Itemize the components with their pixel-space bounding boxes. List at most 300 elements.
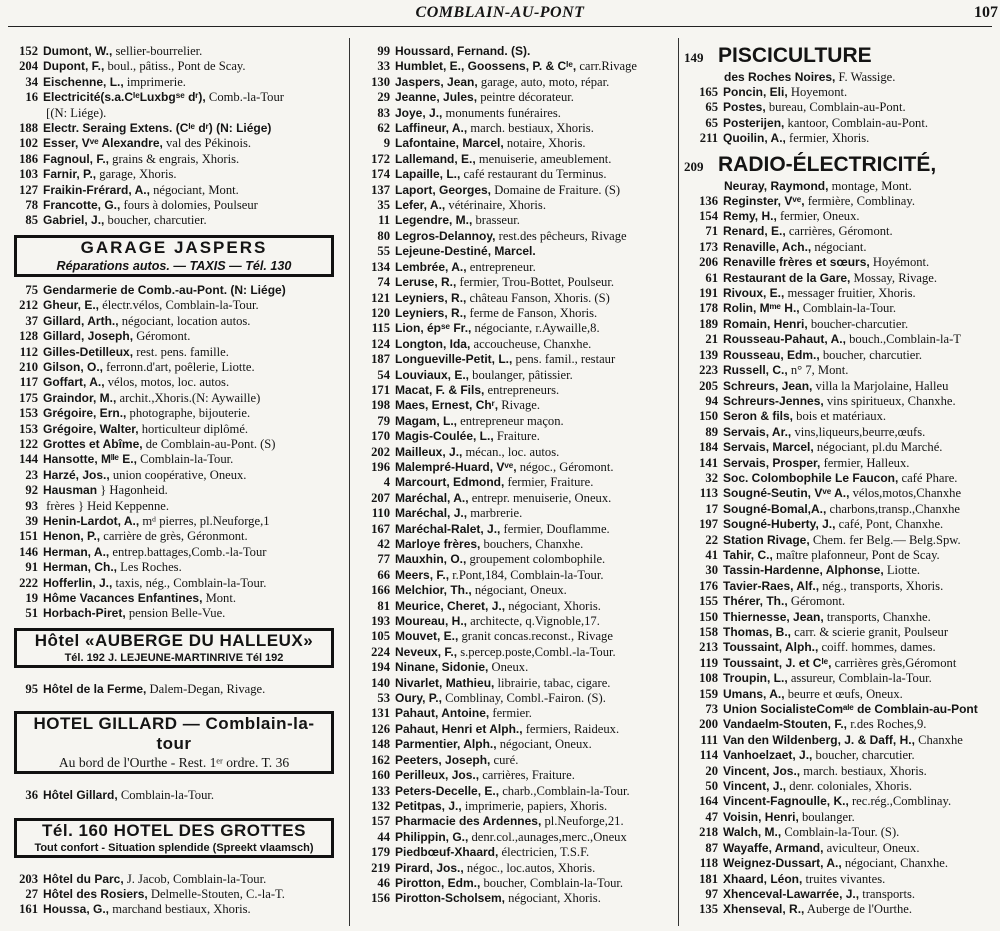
entry-detail: négociant, Mont. — [153, 182, 239, 197]
entry-detail: garage, Xhoris. — [99, 167, 177, 182]
entry-detail: fours à dolomies, Poulseur — [123, 198, 258, 213]
directory-entry — [684, 486, 996, 501]
phone-number: 124 — [371, 336, 390, 351]
entry-detail: vélos,motos,Chanxhe — [852, 486, 962, 501]
entry-detail: Liotte. — [886, 563, 921, 578]
phone-number: 113 — [699, 486, 718, 501]
phone-number: 181 — [699, 871, 718, 886]
directory-entry — [684, 194, 996, 209]
directory-entry — [356, 814, 672, 829]
entry-name: Herman, Ch., — [43, 560, 118, 575]
entry-detail: négociant. — [814, 239, 867, 254]
directory-entry — [684, 100, 996, 115]
entry-detail: Chem. fer Belg.— Belg.Spw. — [812, 532, 961, 547]
phone-number: 154 — [699, 209, 718, 224]
entry-name: Vandaelm-Stouten, F., — [723, 717, 848, 732]
phone-number: 213 — [699, 640, 718, 655]
entry-name: Sougné-Huberty, J., — [723, 517, 836, 532]
directory-entry — [4, 152, 342, 167]
entry-detail: groupement colombophile. — [469, 552, 606, 567]
entry-detail: boucher, Comblain-la-Tour. — [483, 875, 624, 890]
phone-number: 173 — [699, 239, 718, 254]
section-subline — [684, 179, 996, 194]
phone-number: 121 — [371, 290, 390, 305]
column-1 — [4, 44, 342, 924]
directory-entry — [684, 563, 996, 578]
entry-name: Rousseau-Pahaut, A., — [723, 332, 846, 347]
heading-text: RADIO-ÉLECTRICITÉ, — [718, 152, 937, 176]
phone-number: 21 — [705, 332, 718, 347]
entry-name: Philippin, G., — [395, 829, 469, 844]
phone-number: 119 — [699, 655, 718, 670]
entry-name: Longueville-Petit, L., — [395, 352, 513, 367]
entry-name: Leyniers, R., — [395, 305, 467, 320]
phone-number: 112 — [19, 344, 38, 359]
directory-entry — [684, 379, 996, 394]
entry-detail: mécan., loc. autos. — [465, 444, 560, 459]
phone-number: 94 — [705, 393, 718, 408]
phone-number: 198 — [371, 398, 390, 413]
entry-detail: pl.Neuforge,21. — [544, 814, 624, 829]
entry-name: Tassin-Hardenne, Alphonse, — [723, 563, 884, 578]
entry-name: Peters-Decelle, E., — [395, 783, 500, 798]
entry-name: Joye, J., — [395, 105, 443, 120]
entry-detail: nég., transports, Xhoris. — [822, 578, 944, 593]
phone-number: 103 — [19, 167, 38, 182]
directory-entry — [356, 383, 672, 398]
directory-entry — [4, 345, 342, 360]
phone-number: 47 — [705, 809, 718, 824]
directory-entry — [356, 583, 672, 598]
directory-entry — [684, 687, 996, 702]
directory-entry — [356, 352, 672, 367]
entry-name: Neuray, Raymond, — [724, 178, 829, 193]
directory-entry — [684, 502, 996, 517]
entry-name: Marcourt, Edmond, — [395, 475, 505, 490]
directory-list — [4, 788, 342, 803]
entry-name: Electricité(s.a.CᴵᵉLuxbgˢᵉ dʳ), — [43, 90, 206, 105]
phone-number: 157 — [371, 814, 390, 829]
phone-number: 89 — [705, 424, 718, 439]
phone-number: 120 — [371, 305, 390, 320]
entry-name: Tavier-Raes, Alf., — [723, 578, 820, 593]
entry-detail: vins,liqueurs,beurre,œufs. — [794, 424, 926, 439]
phone-number: 17 — [705, 501, 718, 516]
phone-number: 155 — [699, 594, 718, 609]
entry-detail: menuiserie, ameublement. — [478, 151, 612, 166]
directory-entry — [4, 75, 342, 90]
phone-number: 146 — [19, 544, 38, 559]
directory-entry — [356, 44, 672, 59]
entry-detail: r.Pont,184, Comblain-la-Tour. — [452, 567, 604, 582]
entry-name: Vincent, J., — [723, 779, 787, 794]
entry-name: Russell, C., — [723, 363, 788, 378]
column-divider — [349, 38, 350, 926]
entry-detail: négoc., loc.autos, Xhoris. — [466, 860, 596, 875]
directory-entry — [4, 499, 342, 514]
directory-entry — [356, 614, 672, 629]
entry-name: Humblet, E., Goossens, P. & Cᴵᵉ, — [395, 59, 577, 74]
entry-detail: Comb.-la-Tour — [208, 90, 284, 105]
phone-number: 97 — [705, 886, 718, 901]
entry-name: Rivoux, E., — [723, 286, 785, 301]
phone-number: 54 — [377, 367, 390, 382]
entry-name: Gendarmerie de Comb.-au-Pont. (N: Liége) — [43, 282, 286, 297]
entry-detail: sellier-bourrelier. — [115, 44, 203, 58]
directory-entry — [356, 660, 672, 675]
column-3 — [684, 44, 996, 924]
section-heading-pisciculture — [684, 44, 996, 70]
phone-number: 93 — [25, 498, 38, 513]
directory-entry — [684, 610, 996, 625]
phone-number: 37 — [25, 313, 38, 328]
entry-name: Renaville, Ach., — [723, 239, 812, 254]
entry-name: Pirotton, Edm., — [395, 875, 481, 890]
entry-name: Troupin, L., — [723, 671, 788, 686]
entry-detail: transports, Chanxhe. — [826, 609, 931, 624]
directory-entry — [356, 861, 672, 876]
entry-name: Louviaux, E., — [395, 367, 470, 382]
directory-entry — [684, 764, 996, 779]
entry-detail: café Phare. — [901, 470, 958, 485]
directory-list — [4, 44, 342, 229]
phone-number: 187 — [371, 352, 390, 367]
entry-detail: bouchers, Chanxhe. — [483, 537, 584, 551]
directory-entry — [356, 121, 672, 136]
directory-entry — [4, 591, 342, 606]
directory-entry — [4, 545, 342, 560]
directory-entry — [684, 301, 996, 316]
phone-number: 122 — [19, 436, 38, 451]
entry-detail: aviculteur, Oneux. — [826, 840, 920, 855]
directory-entry — [684, 656, 996, 671]
directory-entry — [4, 44, 342, 59]
phone-number: 193 — [371, 614, 390, 629]
entry-name: Hofferlin, J., — [43, 575, 113, 590]
phone-number: 20 — [705, 763, 718, 778]
phone-number: 73 — [705, 702, 718, 717]
entry-name: Reginster, Vᵛᵉ, — [723, 193, 805, 208]
entry-detail: marchand bestiaux, Xhoris. — [112, 902, 251, 917]
directory-entry — [356, 445, 672, 460]
page-header — [0, 0, 1000, 30]
entry-name: Dumont, W., — [43, 44, 113, 58]
phone-number: 196 — [371, 459, 390, 474]
phone-number: 148 — [371, 737, 390, 752]
directory-list — [4, 682, 342, 697]
directory-entry — [356, 337, 672, 352]
directory-entry — [356, 784, 672, 799]
entry-name: Longton, Ida, — [395, 336, 471, 351]
entry-detail: fermier, Xhoris. — [789, 131, 870, 146]
entry-name: Piedbœuf-Xhaard, — [395, 845, 499, 860]
phone-number: 32 — [705, 470, 718, 485]
entry-detail: Comblain-la-Tour. — [802, 301, 896, 316]
entry-detail: Auberge de l'Ourthe. — [806, 902, 913, 917]
phone-number: 219 — [371, 860, 390, 875]
entry-detail: Hoyémont. — [872, 255, 930, 270]
entry-detail: entrepreneurs. — [487, 382, 560, 397]
directory-entry — [684, 810, 996, 825]
directory-entry — [684, 363, 996, 378]
entry-name: Malempré-Huard, Vᵛᵉ, — [395, 459, 517, 474]
entry-name: Lembrée, A., — [395, 259, 467, 274]
entry-detail: Delmelle-Stouten, C.-la-T. — [150, 887, 285, 902]
phone-number: 51 — [25, 606, 38, 621]
ad-title: Hôtel «AUBERGE DU HALLEUX» — [34, 630, 314, 650]
phone-number: 139 — [699, 347, 718, 362]
entry-detail: de Comblain-au-Pont. (S) — [145, 436, 276, 451]
entry-name: Pharmacie des Ardennes, — [395, 814, 542, 829]
phone-number: 130 — [371, 74, 390, 89]
entry-name: Electr. Seraing Extens. (Cᴵᵉ dʳ) (N: Liége) — [43, 121, 272, 136]
directory-entry — [356, 629, 672, 644]
directory-entry — [356, 876, 672, 891]
directory-entry — [356, 737, 672, 752]
phone-number: 92 — [25, 483, 38, 498]
phone-number: 75 — [25, 282, 38, 297]
entry-name: Peeters, Joseph, — [395, 752, 491, 767]
entry-name: Hôtel Gillard, — [43, 788, 118, 803]
entry-name: Leyniers, R., — [395, 290, 467, 305]
phone-number: 115 — [371, 321, 390, 336]
entry-name: Grottes et Abîme, — [43, 436, 143, 451]
ad-subtitle: Tél. 192 J. LEJEUNE-MARTINRIVE Tél 192 — [64, 651, 284, 664]
directory-entry — [684, 856, 996, 871]
phone-number: 170 — [371, 429, 390, 444]
directory-entry — [356, 136, 672, 151]
entry-name: Farnir, P., — [43, 167, 97, 182]
phone-number: 74 — [377, 275, 390, 290]
entry-name: Marloye frères, — [395, 537, 481, 551]
phone-number: 108 — [699, 671, 718, 686]
directory-entry — [684, 394, 996, 409]
entry-detail: Géromont. — [136, 329, 191, 344]
entry-name: Pahaut, Antoine, — [395, 706, 490, 721]
directory-entry — [684, 825, 996, 840]
entry-name: Oury, P., — [395, 691, 442, 706]
entry-detail: entrepreneur. — [469, 259, 536, 274]
directory-entry — [4, 121, 342, 136]
entry-detail: Comblain-la-Tour. — [120, 788, 215, 803]
directory-entry — [4, 136, 342, 151]
directory-entry — [4, 788, 342, 803]
entry-name: Fraikin-Frérard, A., — [43, 182, 150, 197]
ad-hotel-des-grottes — [14, 818, 334, 858]
phone-number: 71 — [705, 224, 718, 239]
directory-entry — [684, 425, 996, 440]
entry-name: Sougné-Bomal,A., — [723, 501, 827, 516]
entry-name: Maréchal, J., — [395, 506, 468, 521]
phone-number: 87 — [705, 840, 718, 855]
entry-detail: horticulteur diplômé. — [141, 421, 249, 436]
entry-name: Magis-Coulée, L., — [395, 429, 494, 444]
entry-detail: mᵈ pierres, pl.Neuforge,1 — [142, 513, 270, 528]
directory-entry — [356, 106, 672, 121]
entry-detail: assureur, Comblain-la-Tour. — [790, 671, 932, 686]
entry-detail: march. bestiaux, Xhoris. — [470, 121, 594, 136]
entry-name: Gheur, E., — [43, 298, 100, 313]
header-rule — [8, 26, 992, 27]
directory-entry — [684, 548, 996, 563]
entry-detail: truites vivantes. — [805, 871, 886, 886]
entry-detail: boucher-charcutier. — [810, 316, 909, 331]
entry-detail: négociant, Chanxhe. — [844, 856, 949, 871]
directory-entry — [356, 537, 672, 552]
directory-entry — [4, 183, 342, 198]
directory-entry — [4, 437, 342, 452]
directory-entry — [356, 753, 672, 768]
entry-name: Lion, épˢᵉ Fr., — [395, 321, 472, 336]
directory-entry — [684, 902, 996, 917]
phone-number: 118 — [699, 856, 718, 871]
directory-entry — [356, 59, 672, 74]
entry-detail: bureau, Comblain-au-Pont. — [768, 100, 906, 115]
phone-number: 140 — [371, 675, 390, 690]
phone-number: 36 — [25, 788, 38, 803]
entry-detail: brasseur. — [475, 213, 520, 228]
entry-detail: rec.rég.,Comblinay. — [851, 794, 952, 809]
phone-number: 30 — [705, 563, 718, 578]
directory-entry — [356, 599, 672, 614]
directory-entry — [4, 576, 342, 591]
directory-entry — [684, 533, 996, 548]
entry-name: Francotte, G., — [43, 198, 121, 213]
entry-detail: Hoyemont. — [790, 85, 848, 99]
phone-number: 207 — [371, 490, 390, 505]
entry-detail: Oneux. — [491, 660, 529, 675]
entry-name: Mailleux, J., — [395, 444, 463, 459]
phone-number: 134 — [371, 259, 390, 274]
entry-detail: denr.col.,aunages,merc.,Oneux — [471, 829, 627, 844]
entry-detail: fermier, Halleux. — [823, 455, 910, 470]
directory-entry — [356, 198, 672, 213]
phone-number: 34 — [25, 74, 38, 89]
entry-name: Toussaint, Alph., — [723, 640, 819, 655]
phone-number: 135 — [699, 902, 718, 917]
column-divider — [678, 38, 679, 926]
entry-name: Graindor, M., — [43, 390, 117, 405]
entry-name: Restaurant de la Gare, — [723, 270, 851, 285]
entry-name: Goffart, A., — [43, 375, 105, 390]
directory-list — [4, 872, 342, 918]
entry-name: Servais, Prosper, — [723, 455, 821, 470]
phone-number: 117 — [19, 375, 38, 390]
phone-number: 41 — [705, 547, 718, 562]
entry-name: Vanhoelzaet, J., — [723, 748, 813, 763]
entry-name: Houssard, Fernand. (S). — [395, 44, 531, 58]
entry-detail: entrep.battages,Comb.-la-Tour — [112, 544, 267, 559]
entry-detail: bois et matériaux. — [796, 409, 887, 424]
phone-number: 210 — [19, 359, 38, 374]
entry-name: Perilleux, Jos., — [395, 768, 480, 783]
directory-entry — [684, 748, 996, 763]
entry-detail: carrières, Géromont. — [788, 224, 893, 239]
entry-detail: carr.Rivage — [579, 59, 638, 74]
entry-name: Thérer, Th., — [723, 594, 788, 609]
entry-name: Poncin, Eli, — [723, 85, 788, 99]
phone-number: 95 — [25, 681, 38, 696]
entry-name: Gabriel, J., — [43, 213, 105, 228]
phone-number: 200 — [699, 717, 718, 732]
directory-entry — [4, 902, 342, 917]
ad-auberge-halleux — [14, 628, 334, 668]
entry-detail: rest.des pêcheurs, Rivage — [498, 228, 627, 243]
entry-name: Maréchal-Ralet, J., — [395, 521, 501, 536]
entry-name: Lapaille, L., — [395, 167, 461, 182]
entry-name: Melchior, Th., — [395, 583, 472, 598]
page-number: 107 — [974, 4, 998, 21]
page-title: COMBLAIN-AU-PONT — [415, 4, 585, 21]
phone-number: 171 — [371, 382, 390, 397]
directory-entry — [356, 90, 672, 105]
entry-detail: carrières, Fraiture. — [482, 768, 575, 783]
phone-number: 22 — [705, 532, 718, 547]
directory-entry — [684, 671, 996, 686]
directory-entry — [356, 768, 672, 783]
directory-entry — [4, 298, 342, 313]
entry-detail: boucher, charcutier. — [822, 347, 923, 362]
directory-entry — [4, 422, 342, 437]
directory-entry — [4, 468, 342, 483]
phone-number: 203 — [19, 871, 38, 886]
phone-number: 166 — [371, 583, 390, 598]
entry-name: Laffineur, A., — [395, 121, 468, 136]
directory-entry — [684, 209, 996, 224]
phone-number: 178 — [699, 301, 718, 316]
entry-detail: maître plafonneur, Pont de Scay. — [775, 547, 940, 562]
directory-entry — [356, 522, 672, 537]
entry-name: Pirotton-Scholsem, — [395, 891, 506, 906]
entry-detail: négociant, Oneux. — [474, 583, 567, 598]
entry-name: Legros-Delannoy, — [395, 228, 496, 243]
directory-entry — [684, 440, 996, 455]
phone-number: 165 — [699, 85, 718, 99]
phone-number: 53 — [377, 691, 390, 706]
entry-detail: kantoor, Comblain-au-Pont. — [787, 115, 928, 130]
directory-entry — [684, 733, 996, 748]
directory-entry — [4, 529, 342, 544]
phone-number: 188 — [19, 121, 38, 136]
entry-detail: r.des Roches,9. — [850, 717, 927, 732]
column-2 — [356, 44, 672, 924]
entry-name: Umans, A., — [723, 686, 785, 701]
phone-number: 186 — [19, 151, 38, 166]
entry-detail: carrières grès,Géromont — [834, 655, 957, 670]
entry-name: Meurice, Cheret, J., — [395, 598, 506, 613]
directory-entry — [356, 260, 672, 275]
directory-entry — [4, 283, 342, 298]
directory-entry — [356, 244, 672, 259]
entry-name: Nivarlet, Mathieu, — [395, 675, 495, 690]
entry-detail: Comblain-la-Tour. — [140, 452, 234, 467]
entry-name: Quoilin, A., — [723, 131, 786, 146]
entry-name: Remy, H., — [723, 209, 777, 224]
entry-detail: messager fruitier, Xhoris. — [787, 286, 916, 301]
phone-number: 39 — [25, 513, 38, 528]
phone-number: 128 — [19, 329, 38, 344]
entry-name: Pahaut, Henri et Alph., — [395, 721, 523, 736]
entry-detail: négoc., Géromont. — [519, 459, 614, 474]
directory-entry — [356, 645, 672, 660]
phone-number: 206 — [699, 255, 718, 270]
entry-detail: pens. famil., restaur — [515, 352, 616, 367]
entry-detail: Rivage. — [501, 398, 541, 413]
ad-subtitle: Au bord de l'Ourthe - Rest. 1ᵉʳ ordre. T. 36 — [58, 755, 290, 771]
phone-number: 202 — [371, 444, 390, 459]
entry-name: Dupont, F., — [43, 59, 105, 74]
directory-entry — [684, 240, 996, 255]
